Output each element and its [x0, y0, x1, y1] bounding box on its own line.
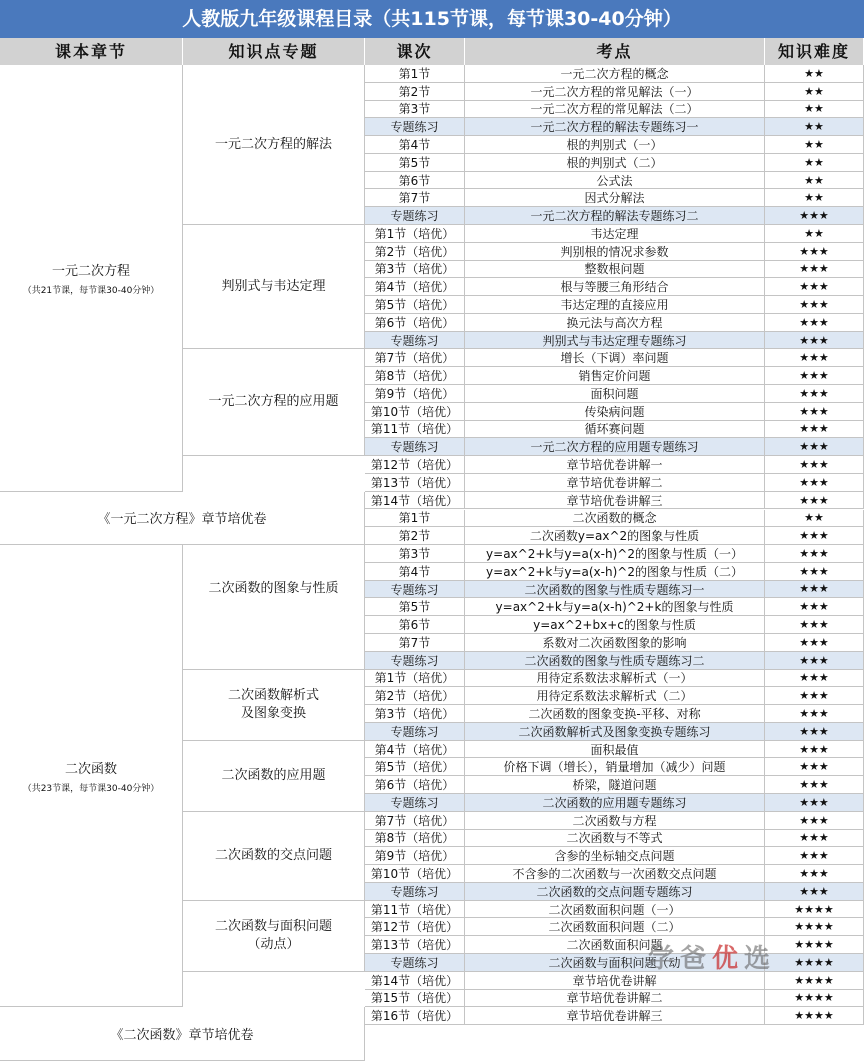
lesson-cell: 第14节（培优）: [365, 972, 465, 990]
point-cell: 一元二次方程的解法专题练习二: [465, 207, 765, 225]
point-cell: 一元二次方程的应用题专题练习: [465, 438, 765, 456]
point-cell: 用待定系数法求解析式（二）: [465, 687, 765, 705]
lesson-cell: 第5节: [365, 598, 465, 616]
lesson-cell: 第12节（培优）: [365, 456, 465, 474]
level-cell: ★★★: [765, 670, 864, 688]
point-cell: 用待定系数法求解析式（一）: [465, 670, 765, 688]
chapter-cell: [0, 545, 183, 1007]
level-cell: ★★★: [765, 421, 864, 439]
point-cell: 二次函数与面积问题（动: [465, 954, 765, 972]
level-cell: ★★★: [765, 261, 864, 279]
point-cell: 销售定价问题: [465, 367, 765, 385]
lesson-cell: 第6节: [365, 172, 465, 190]
topic-label: 二次函数解析式: [227, 687, 319, 703]
point-cell: 章节培优卷讲解三: [465, 492, 765, 510]
point-cell: 二次函数解析式及图象变换专题练习: [465, 723, 765, 741]
topic-cell: [183, 901, 365, 972]
level-cell: ★★★★: [765, 1007, 864, 1025]
level-cell: ★★★: [765, 438, 864, 456]
level-cell: ★★★: [765, 581, 864, 599]
lesson-cell: 专题练习: [365, 118, 465, 136]
watermark-logo: 学爸优选: [648, 944, 777, 974]
page-title: 人教版九年级课程目录（共115节课，每节课30-40分钟）: [0, 0, 864, 38]
lesson-cell: 专题练习: [365, 883, 465, 901]
point-cell: 章节培优卷讲解一: [465, 456, 765, 474]
lesson-cell: 专题练习: [365, 794, 465, 812]
topic-cell: [183, 225, 365, 349]
lesson-cell: 专题练习: [365, 954, 465, 972]
point-cell: 章节培优卷讲解二: [465, 990, 765, 1008]
lesson-cell: 第15节（培优）: [365, 990, 465, 1008]
topic-label: （动点）: [247, 936, 300, 952]
level-cell: ★★★: [765, 243, 864, 261]
level-cell: ★★★: [765, 652, 864, 670]
topic-label: 二次函数的图象与性质: [208, 581, 339, 596]
point-cell: 根与等腰三角形结合: [465, 278, 765, 296]
level-cell: ★★: [765, 510, 864, 528]
lesson-cell: 专题练习: [365, 723, 465, 741]
level-cell: ★★: [765, 189, 864, 207]
chapter-label: 二次函数: [64, 761, 117, 777]
lesson-cell: 第6节（培优）: [365, 776, 465, 794]
point-cell: 二次函数的应用题专题练习: [465, 794, 765, 812]
lesson-cell: 第1节: [365, 65, 465, 83]
lesson-cell: 第2节: [365, 527, 465, 545]
lesson-cell: 第4节: [365, 136, 465, 154]
lesson-cell: 第10节（培优）: [365, 865, 465, 883]
level-cell: ★★★: [765, 705, 864, 723]
lesson-cell: 第13节（培优）: [365, 474, 465, 492]
point-cell: 传染病问题: [465, 403, 765, 421]
level-cell: ★★★: [765, 812, 864, 830]
level-cell: ★★★: [765, 883, 864, 901]
level-cell: ★★★: [765, 296, 864, 314]
lesson-cell: 第2节（培优）: [365, 243, 465, 261]
level-cell: ★★: [765, 101, 864, 119]
point-cell: 面积问题: [465, 385, 765, 403]
lesson-cell: 第16节（培优）: [365, 1007, 465, 1025]
point-cell: 判别式与韦达定理专题练习: [465, 332, 765, 350]
point-cell: 换元法与高次方程: [465, 314, 765, 332]
lesson-cell: 第3节: [365, 545, 465, 563]
lesson-cell: 第6节: [365, 616, 465, 634]
level-cell: ★★★: [765, 616, 864, 634]
level-cell: ★★★: [765, 385, 864, 403]
point-cell: 章节培优卷讲解二: [465, 474, 765, 492]
topic-label: 一元二次方程的应用题: [208, 394, 339, 410]
point-cell: 一元二次方程的解法专题练习一: [465, 118, 765, 136]
level-cell: ★★★: [765, 349, 864, 367]
header-point: 考点: [465, 38, 765, 65]
point-cell: 系数对二次函数图象的影响: [465, 634, 765, 652]
point-cell: 二次函数面积问题（一）: [465, 901, 765, 919]
point-cell: 增长（下调）率问题: [465, 349, 765, 367]
lesson-cell: 第8节（培优）: [365, 830, 465, 848]
topic-cell: [183, 812, 365, 901]
point-cell: 一元二次方程的常见解法（二）: [465, 101, 765, 119]
point-cell: 章节培优卷讲解三: [465, 1007, 765, 1025]
header-chapter: 课本章节: [0, 38, 183, 65]
level-cell: ★★★★: [765, 972, 864, 990]
point-cell: 价格下调（增长），销量增加（减少）问题: [465, 758, 765, 776]
lesson-cell: 第3节（培优）: [365, 705, 465, 723]
point-cell: 桥梁，隧道问题: [465, 776, 765, 794]
level-cell: ★★★: [765, 758, 864, 776]
point-cell: 二次函数的图象变换-平移、对称: [465, 705, 765, 723]
topic-cell: [183, 741, 365, 812]
level-cell: ★★★: [765, 687, 864, 705]
topic-label: 二次函数的应用题: [221, 767, 326, 783]
lesson-cell: 第2节（培优）: [365, 687, 465, 705]
lesson-cell: 第7节（培优）: [365, 349, 465, 367]
lesson-cell: 第3节: [365, 101, 465, 119]
lesson-cell: 第11节（培优）: [365, 421, 465, 439]
level-cell: ★★: [765, 172, 864, 190]
lesson-cell: 第11节（培优）: [365, 901, 465, 919]
header-level: 知识难度: [765, 38, 864, 65]
point-cell: 二次函数与方程: [465, 812, 765, 830]
lesson-cell: 第9节（培优）: [365, 385, 465, 403]
level-cell: ★★★: [765, 634, 864, 652]
lesson-cell: 专题练习: [365, 438, 465, 456]
point-cell: 韦达定理: [465, 225, 765, 243]
point-cell: 含参的坐标轴交点问题: [465, 847, 765, 865]
topic-cell: [183, 510, 365, 670]
level-cell: ★★: [765, 83, 864, 101]
level-cell: ★★★: [765, 545, 864, 563]
point-cell: 根的判别式（一）: [465, 136, 765, 154]
topic-cell: [183, 349, 365, 456]
point-cell: y=ax^2+k与y=a(x-h)^2的图象与性质（一）: [465, 545, 765, 563]
level-cell: ★★★: [765, 403, 864, 421]
header-lesson: 课次: [365, 38, 465, 65]
level-cell: ★★★: [765, 314, 864, 332]
level-cell: ★★: [765, 65, 864, 83]
level-cell: ★★★: [765, 456, 864, 474]
lesson-cell: 第4节（培优）: [365, 741, 465, 759]
level-cell: ★★★: [765, 527, 864, 545]
level-cell: ★★★: [765, 492, 864, 510]
point-cell: 因式分解法: [465, 189, 765, 207]
level-cell: ★★★: [765, 367, 864, 385]
level-cell: ★★★★: [765, 936, 864, 954]
point-cell: 循环赛问题: [465, 421, 765, 439]
lesson-cell: 第1节（培优）: [365, 670, 465, 688]
chapter-label: 《二次函数》章节培优卷: [110, 1027, 254, 1043]
point-cell: 一元二次方程的常见解法（一）: [465, 83, 765, 101]
level-cell: ★★: [765, 225, 864, 243]
chapter-sub: （共23节课，每节课30-40分钟）: [22, 783, 160, 794]
level-cell: ★★★: [765, 830, 864, 848]
lesson-cell: 第12节（培优）: [365, 918, 465, 936]
level-cell: ★★★: [765, 598, 864, 616]
point-cell: 面积最值: [465, 741, 765, 759]
lesson-cell: 第4节: [365, 563, 465, 581]
level-cell: ★★★: [765, 207, 864, 225]
lesson-cell: 第7节: [365, 189, 465, 207]
point-cell: 二次函数面积问题: [465, 936, 765, 954]
lesson-cell: 第5节（培优）: [365, 296, 465, 314]
topic-cell: [183, 670, 365, 741]
point-cell: 二次函数的图象与性质专题练习一: [465, 581, 765, 599]
point-cell: 公式法: [465, 172, 765, 190]
point-cell: 韦达定理的直接应用: [465, 296, 765, 314]
point-cell: 二次函数与不等式: [465, 830, 765, 848]
point-cell: y=ax^2+k与y=a(x-h)^2+k的图象与性质: [465, 598, 765, 616]
point-cell: 判别根的情况求参数: [465, 243, 765, 261]
header-topic: 知识点专题: [183, 38, 365, 65]
level-cell: ★★★: [765, 332, 864, 350]
lesson-cell: 第13节（培优）: [365, 936, 465, 954]
level-cell: ★★★★: [765, 918, 864, 936]
lesson-cell: 第2节: [365, 83, 465, 101]
level-cell: ★★★★: [765, 990, 864, 1008]
point-cell: 二次函数面积问题（二）: [465, 918, 765, 936]
point-cell: y=ax^2+k与y=a(x-h)^2的图象与性质（二）: [465, 563, 765, 581]
lesson-cell: 第3节（培优）: [365, 261, 465, 279]
level-cell: ★★★: [765, 776, 864, 794]
point-cell: 根的判别式（二）: [465, 154, 765, 172]
lesson-cell: 第1节: [365, 510, 465, 528]
point-cell: 不含参的二次函数与一次函数交点问题: [465, 865, 765, 883]
chapter-cell: [0, 1007, 365, 1060]
lesson-cell: 第9节（培优）: [365, 847, 465, 865]
chapter-label: 一元二次方程: [51, 263, 130, 279]
level-cell: ★★★: [765, 723, 864, 741]
level-cell: ★★★: [765, 563, 864, 581]
point-cell: 章节培优卷讲解: [465, 972, 765, 990]
level-cell: ★★★: [765, 474, 864, 492]
lesson-cell: 第10节（培优）: [365, 403, 465, 421]
lesson-cell: 第7节（培优）: [365, 812, 465, 830]
level-cell: ★★★: [765, 278, 864, 296]
lesson-cell: 第7节: [365, 634, 465, 652]
level-cell: ★★★★: [765, 954, 864, 972]
lesson-cell: 第5节: [365, 154, 465, 172]
lesson-cell: 专题练习: [365, 581, 465, 599]
topic-label: 及图象变换: [240, 705, 306, 721]
lesson-cell: 第6节（培优）: [365, 314, 465, 332]
topic-cell: [183, 65, 365, 225]
chapter-label: 《一元二次方程》章节培优卷: [97, 512, 267, 528]
lesson-cell: 第4节（培优）: [365, 278, 465, 296]
point-cell: 二次函数的交点问题专题练习: [465, 883, 765, 901]
chapter-sub: （共21节课，每节课30-40分钟）: [22, 285, 160, 296]
lesson-cell: 专题练习: [365, 652, 465, 670]
point-cell: 二次函数y=ax^2的图象与性质: [465, 527, 765, 545]
level-cell: ★★: [765, 154, 864, 172]
lesson-cell: 第8节（培优）: [365, 367, 465, 385]
lesson-cell: 专题练习: [365, 207, 465, 225]
level-cell: ★★★: [765, 741, 864, 759]
topic-label: 一元二次方程的解法: [214, 136, 332, 152]
lesson-cell: 第1节（培优）: [365, 225, 465, 243]
topic-label: 二次函数的交点问题: [214, 847, 332, 863]
level-cell: ★★★: [765, 794, 864, 812]
lesson-cell: 第14节（培优）: [365, 492, 465, 510]
level-cell: ★★★: [765, 865, 864, 883]
chapter-cell: [0, 65, 183, 492]
topic-label: 判别式与韦达定理: [221, 278, 326, 294]
point-cell: 一元二次方程的概念: [465, 65, 765, 83]
lesson-cell: 第5节（培优）: [365, 758, 465, 776]
lesson-cell: 专题练习: [365, 332, 465, 350]
point-cell: 二次函数的图象与性质专题练习二: [465, 652, 765, 670]
level-cell: ★★: [765, 118, 864, 136]
point-cell: y=ax^2+bx+c的图象与性质: [465, 616, 765, 634]
level-cell: ★★★: [765, 847, 864, 865]
level-cell: ★★: [765, 136, 864, 154]
point-cell: 整数根问题: [465, 261, 765, 279]
topic-label: 二次函数与面积问题: [214, 918, 332, 934]
level-cell: ★★★★: [765, 901, 864, 919]
point-cell: 二次函数的概念: [465, 510, 765, 528]
